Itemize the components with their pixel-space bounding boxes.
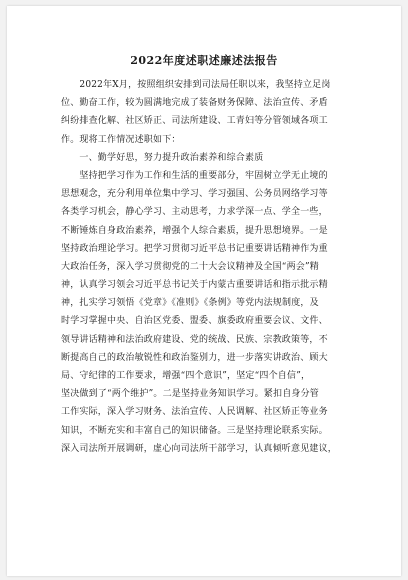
paragraph-line: 位、勤奋工作，较为圆满地完成了装备财务保障、法治宣传、矛盾 <box>61 98 328 109</box>
paragraph-line: 纠纷排查化解、社区矫正、司法所建设、工青妇等分管领域各项工 <box>61 116 328 127</box>
paragraph-line: 知识，不断充实和丰富自己的知识储备。三是坚持理论联系实际。 <box>61 425 328 436</box>
paragraph-line: 工作实际，深入学习财务、法治宣传、人民调解、社区矫正等业务 <box>61 407 328 418</box>
document-page <box>7 6 401 576</box>
paragraph-line: 作。现将工作情况述职如下： <box>61 134 181 145</box>
paragraph-line: 时学习掌握中央、自治区党委、盟委、旗委政府重要会议、文件、 <box>61 316 328 327</box>
paragraph-line: 神，扎实学习领悟《党章》《准则》《条例》等党内法规制度，及 <box>61 298 319 309</box>
paragraph-line: 大政治任务，深入学习贯彻党的二十大会议精神及全国“两会”精 <box>61 261 320 272</box>
paragraph-line: 不断锤炼自身政治素养，增强个人综合素质，提升思想境界。一是 <box>61 225 328 236</box>
document-title: 2022年度述职述廉述法报告 <box>130 54 278 67</box>
paragraph-line: 深入司法所开展调研，虚心向司法所干部学习，认真倾听意见建议， <box>61 443 338 454</box>
paragraph-line: 2022年X月，按照组织安排到司法局任职以来，我坚持立足岗 <box>61 80 331 90</box>
paragraph-line: 局、守纪律的工作要求，增强“四个意识”，坚定“四个自信”， <box>61 371 311 381</box>
paragraph-line: 神，认真学习领会习近平总书记关于内蒙古重要讲话和指示批示精 <box>61 280 328 291</box>
paragraph-line: 断提高自己的政治敏锐性和政治鉴别力，进一步落实讲政治、顾大 <box>61 352 328 363</box>
document-body <box>61 76 353 458</box>
paragraph-line: 各类学习机会，静心学习、主动思考，力求学深一点、学全一些， <box>61 207 328 218</box>
section-heading: 一、勤学好思，努力提升政治素养和综合素质 <box>61 152 264 163</box>
paragraph-line: 思想观念，充分利用单位集中学习、学习强国、公务员网络学习等 <box>61 189 328 200</box>
paragraph-line: 领导讲话精神和法治政府建设、党的统战、民族、宗教政策等，不 <box>61 334 328 345</box>
paragraph-line: 坚决做到了“两个维护”。二是坚持业务知识学习。紧扣自身分管 <box>61 389 320 400</box>
paragraph-line: 坚持把学习作为工作和生活的重要部分，牢固树立学无止境的 <box>61 170 328 181</box>
paragraph-line: 坚持政治理论学习。把学习贯彻习近平总书记重要讲话精神作为重 <box>61 243 328 254</box>
